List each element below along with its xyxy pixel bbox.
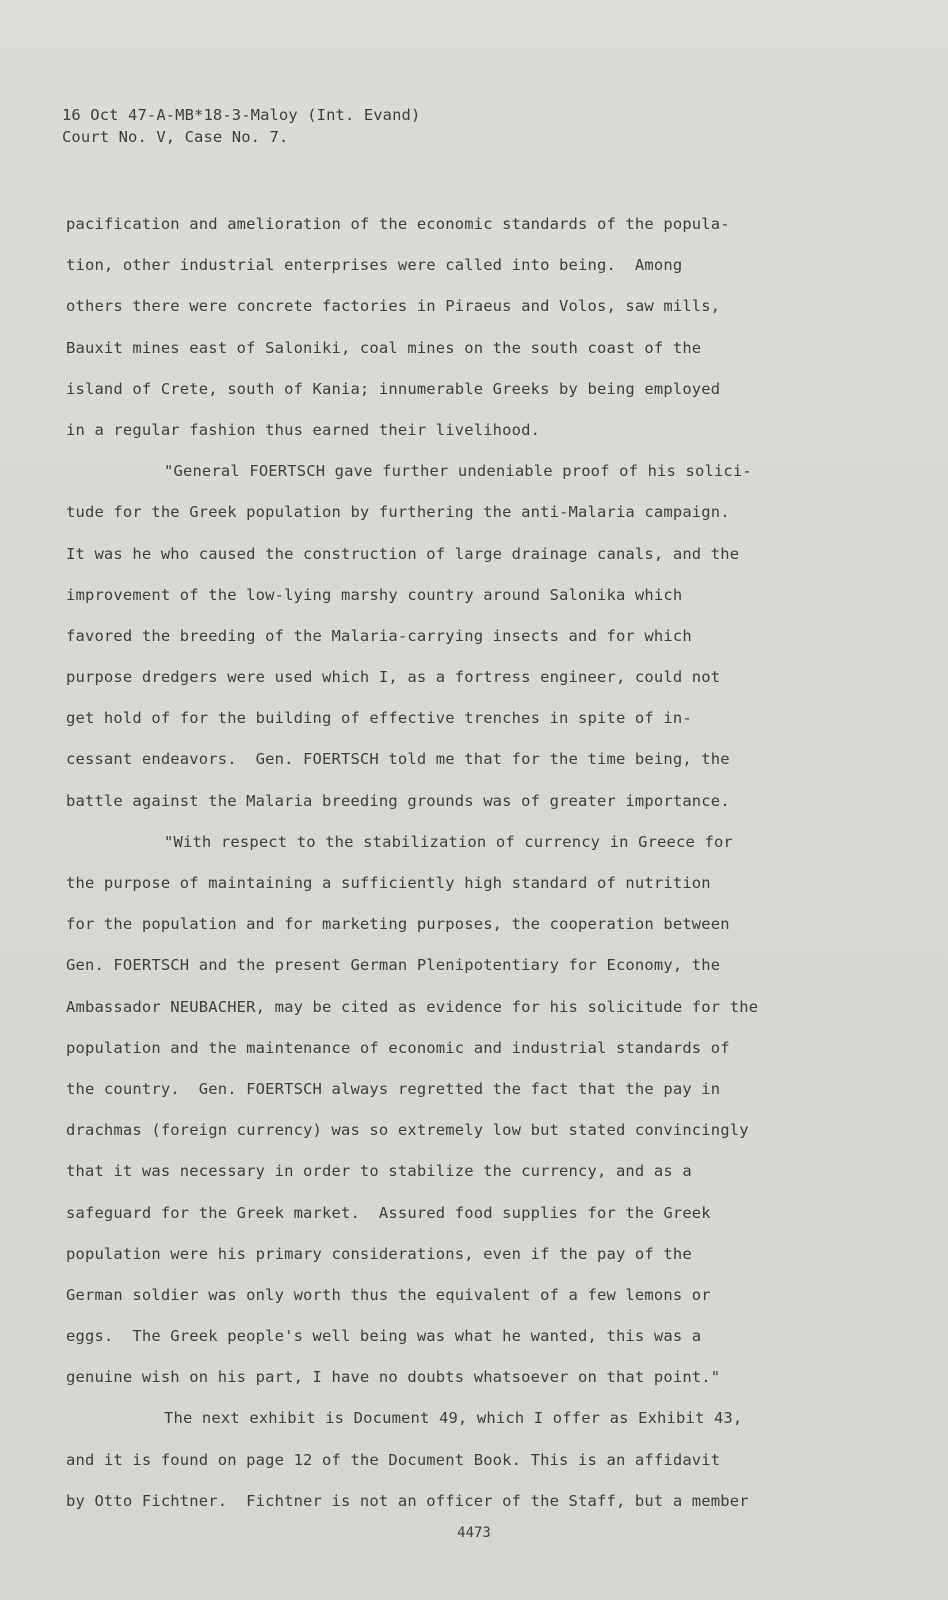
header-line-2: Court No. V, Case No. 7. bbox=[62, 128, 289, 146]
text-line: The next exhibit is Document 49, which I offer as Exhibit 43, bbox=[164, 1409, 743, 1428]
text-line: cessant endeavors. Gen. FOERTSCH told me that for the time being, the bbox=[66, 750, 730, 769]
text-line: population were his primary considerations, even if the pay of the bbox=[66, 1244, 692, 1263]
header-line-1: 16 Oct 47-A-MB*18-3-Maloy (Int. Evand) bbox=[62, 106, 421, 124]
text-line: Bauxit mines east of Saloniki, coal mines on the south coast of the bbox=[66, 338, 702, 357]
text-line: the country. Gen. FOERTSCH always regretted the fact that the pay in bbox=[66, 1079, 721, 1098]
text-line: It was he who caused the construction of large drainage canals, and the bbox=[66, 544, 740, 563]
text-line: tude for the Greek population by furthering the anti-Malaria campaign. bbox=[66, 503, 730, 522]
text-line: for the population and for marketing purposes, the cooperation between bbox=[66, 915, 730, 934]
text-line: German soldier was only worth thus the equivalent of a few lemons or bbox=[66, 1285, 711, 1304]
text-line: purpose dredgers were used which I, as a fortress engineer, could not bbox=[66, 668, 721, 687]
text-line: the purpose of maintaining a sufficiently high standard of nutrition bbox=[66, 874, 711, 892]
page-number: 4473 bbox=[457, 1525, 491, 1541]
text-line: eggs. The Greek people's well being was what he wanted, this was a bbox=[66, 1327, 702, 1346]
text-line: and it is found on page 12 of the Document Book. This is an affidavit bbox=[66, 1450, 721, 1469]
text-line: that it was necessary in order to stabilize the currency, and as a bbox=[66, 1162, 692, 1181]
text-line: others there were concrete factories in Piraeus and Volos, saw mills, bbox=[66, 297, 721, 316]
text-line: by Otto Fichtner. Fichtner is not an officer of the Staff, but a member bbox=[66, 1491, 749, 1510]
text-line: tion, other industrial enterprises were called into being. Among bbox=[66, 256, 683, 275]
document-header bbox=[62, 104, 420, 148]
text-line: battle against the Malaria breeding grounds was of greater importance. bbox=[66, 791, 730, 810]
text-line: drachmas (foreign currency) was so extremely low but stated convincingly bbox=[66, 1121, 749, 1140]
text-line: pacification and amelioration of the economic standards of the popula- bbox=[66, 215, 730, 233]
text-line: "With respect to the stabilization of currency in Greece for bbox=[164, 832, 733, 851]
text-line: "General FOERTSCH gave further undeniable proof of his solici- bbox=[164, 462, 752, 481]
text-line: safeguard for the Greek market. Assured food supplies for the Greek bbox=[66, 1203, 711, 1222]
text-line: Gen. FOERTSCH and the present German Plenipotentiary for Economy, the bbox=[66, 956, 721, 975]
text-line: island of Crete, south of Kania; innumerable Greeks by being employed bbox=[66, 379, 721, 398]
text-line: get hold of for the building of effective trenches in spite of in- bbox=[66, 709, 692, 728]
text-line: Ambassador NEUBACHER, may be cited as evidence for his solicitude for the bbox=[66, 997, 759, 1016]
text-line: genuine wish on his part, I have no doubts whatsoever on that point." bbox=[66, 1368, 721, 1387]
text-line: improvement of the low-lying marshy country around Salonika which bbox=[66, 585, 683, 604]
transcript-body bbox=[66, 204, 866, 1522]
text-line: population and the maintenance of economic and industrial standards of bbox=[66, 1038, 730, 1057]
text-line: in a regular fashion thus earned their livelihood. bbox=[66, 420, 541, 439]
text-line: favored the breeding of the Malaria-carrying insects and for which bbox=[66, 626, 692, 645]
